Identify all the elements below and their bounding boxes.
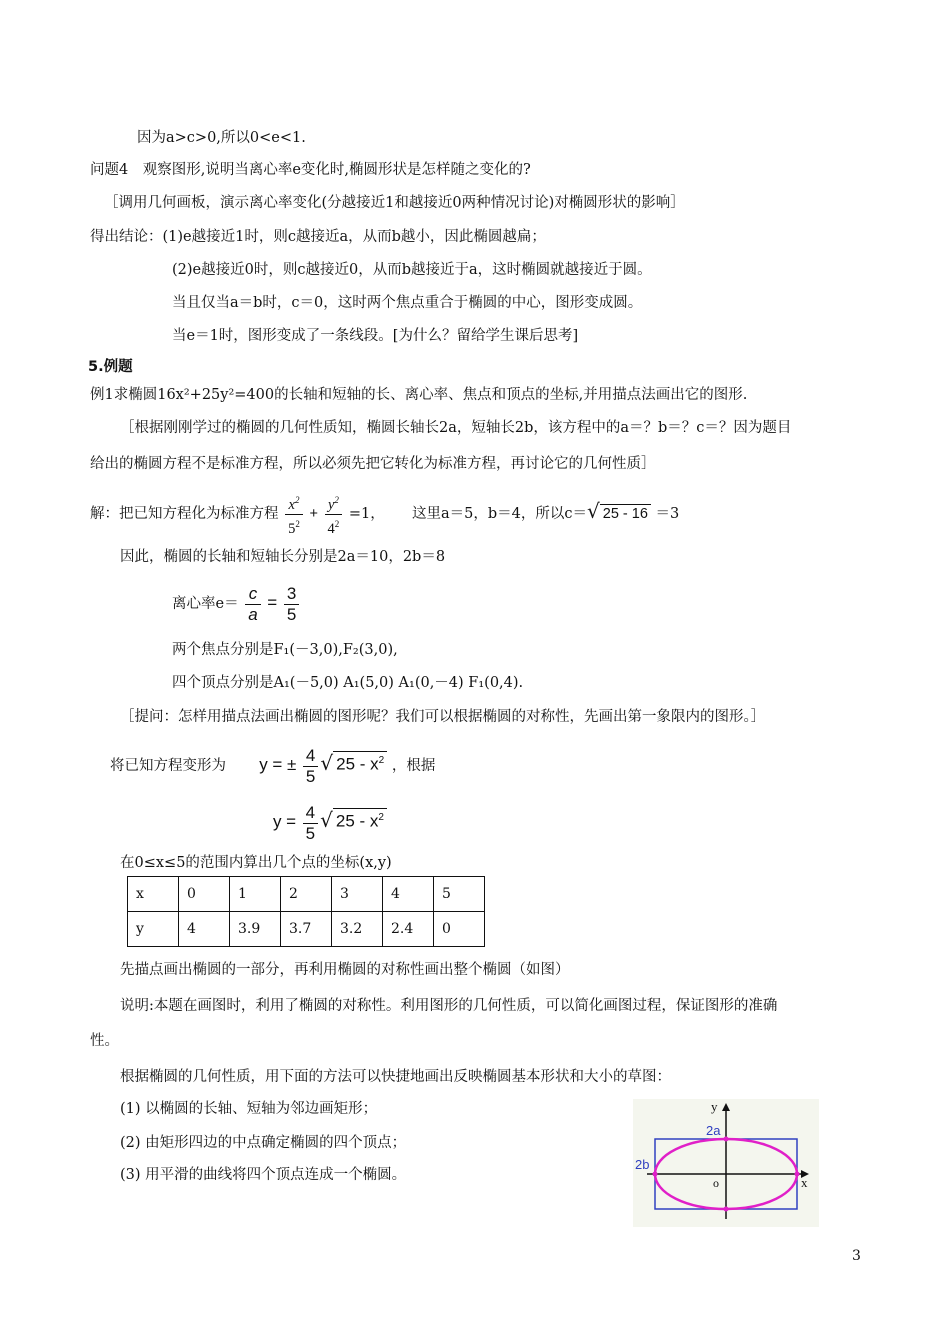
table-cell: 0 [179, 877, 230, 912]
table-cell: 2.4 [383, 912, 434, 947]
note-line: ［根据刚刚学过的椭圆的几何性质知，椭圆长轴长2a，短轴长2b，该方程中的a＝？b＝？c＝？因为题目 [120, 420, 792, 436]
fraction-x2-over-5sq: $\frac{x^2}{5^2}$ [285, 491, 303, 538]
table-cell: 3.9 [230, 912, 281, 947]
table-cell: 2 [281, 877, 332, 912]
solution-line: 解：把已知方程化为标准方程 $\frac{x^2}{5^2}$ + $\frac{y^2}{4^2}$ =1， 这里a＝5，b＝4，所以c＝√ 25 - 16 ＝3 [90, 488, 679, 534]
table-cell: 5 [434, 877, 485, 912]
y-axis-label: y [711, 1099, 718, 1114]
text-line: 当且仅当a＝b时，c＝0，这时两个焦点重合于椭圆的中心，图形变成圆。 [172, 295, 643, 311]
table-cell: 3.2 [332, 912, 383, 947]
table-cell: y [128, 912, 179, 947]
axes-lengths: 因此，椭圆的长轴和短轴长分别是2a＝10，2b＝8 [120, 549, 446, 565]
equation-tail: =1， [348, 506, 385, 522]
transform-prefix: 将已知方程变形为 [110, 758, 226, 774]
step-1: (1) 以椭圆的长轴、短轴为邻边画矩形； [120, 1101, 378, 1117]
table-row [128, 877, 485, 912]
transform-tail: ，根据 [391, 758, 436, 774]
vertex-point [724, 1207, 729, 1212]
range-line: 在0≤x≤5的范围内算出几个点的坐标(x,y) [120, 855, 392, 871]
x-axis-label: x [801, 1175, 808, 1190]
value-table [127, 876, 485, 947]
step-3: (3) 用平滑的曲线将四个顶点连成一个椭圆。 [120, 1167, 407, 1183]
ellipse-sketch-figure [633, 1099, 819, 1227]
text-line: 因为a>c>0,所以0<e<1. [137, 130, 306, 146]
text-line: ［调用几何画板，演示离心率变化(分越接近1和越接近0两种情况讨论)对椭圆形状的影响］ [104, 195, 685, 211]
sqrt-25-x2: $25 - x^2$ [333, 751, 387, 774]
foci-line: 两个焦点分别是F₁(－3,0),F₂(3,0), [172, 642, 398, 658]
vertex-point [724, 1137, 729, 1142]
question-4: 问题4 观察图形,说明当离心率e变化时,椭圆形状是怎样随之变化的? [90, 162, 531, 178]
vertices-line: 四个顶点分别是A₁(－5,0) A₁(5,0) A₁(0,－4) F₁(0,4). [172, 675, 524, 691]
sqrt-25-16: 25 - 16 [600, 504, 651, 523]
table-cell: 3.7 [281, 912, 332, 947]
solution-end: ＝3 [655, 506, 680, 522]
sqrt-body: 25 - x [336, 755, 379, 774]
sqrt-25-x2: $25 - x^2$ [333, 808, 387, 831]
fraction-4-over-5: $\frac{4}{5}$ [303, 746, 318, 787]
solution-prefix: 解：把已知方程化为标准方程 [90, 506, 279, 522]
section-heading: 5.例题 [88, 359, 133, 375]
fraction-c-over-a: $\frac{c}{a}$ [245, 584, 260, 625]
page-number: 3 [852, 1248, 861, 1264]
table-cell: x [128, 877, 179, 912]
table-cell: 4 [383, 877, 434, 912]
explain-line: 性。 [90, 1033, 119, 1049]
eccentricity-prefix: 离心率e＝ [172, 596, 239, 612]
vertex-point [795, 1172, 800, 1177]
question-prompt: ［提问：怎样用描点法画出椭圆的图形呢？我们可以根据椭圆的对称性，先画出第一象限内的图形。］ [120, 709, 766, 725]
positive-branch-line: y = $\frac{4}{5}$ √ $25 - x^2$ [273, 797, 387, 843]
note-line: 给出的椭圆方程不是标准方程，所以必须先把它转化为标准方程，再讨论它的几何性质］ [90, 456, 656, 472]
table-cell: 0 [434, 912, 485, 947]
step-2: (2) 由矩形四边的中点确定椭圆的四个顶点； [120, 1135, 407, 1151]
conclusion-2: (2)e越接近0时，则c越接近0，从而b越接近于a，这时椭圆就越接近于圆。 [172, 262, 652, 278]
sqrt-body: 25 - x [335, 812, 379, 831]
origin-label: o [713, 1176, 719, 1190]
example-1: 例1求椭圆16x²+25y²=400的长轴和短轴的长、离心率、焦点和顶点的坐标,并用描点法画出它的图形. [90, 387, 748, 403]
table-cell: 3 [332, 877, 383, 912]
transform-line: 将已知方程变形为 y = ± $\frac{4}{5}$ √ $25 - x^2$ ，根据 [110, 745, 436, 786]
fraction-3-over-5: $\frac{3}{5}$ [284, 584, 299, 625]
text-line: 当e＝1时，图形变成了一条线段。[为什么？留给学生课后思考] [172, 328, 579, 344]
label-2a: 2a [706, 1123, 721, 1138]
label-2b: 2b [635, 1157, 650, 1172]
vertex-point [653, 1172, 658, 1177]
eccentricity-line: 离心率e＝ $\frac{c}{a}$ = $\frac{3}{5}$ [172, 580, 301, 626]
conclusion-1: 得出结论：(1)e越接近1时，则c越接近a，从而b越小，因此椭圆越扁； [90, 229, 546, 245]
fraction-4-over-5: $\frac{4}{5}$ [303, 803, 318, 844]
table-row [128, 912, 485, 947]
solution-mid: 这里a＝5，b＝4，所以c＝ [412, 506, 587, 522]
quick-method-line: 根据椭圆的几何性质，用下面的方法可以快捷地画出反映椭圆基本形状和大小的草图： [120, 1069, 671, 1085]
table-cell: 4 [179, 912, 230, 947]
explain-line: 说明:本题在画图时，利用了椭圆的对称性。利用图形的几何性质，可以简化画图过程，保证图形的准确 [120, 998, 778, 1014]
draw-line: 先描点画出椭圆的一部分，再利用椭圆的对称性画出整个椭圆（如图） [120, 962, 570, 978]
table-cell: 1 [230, 877, 281, 912]
fraction-y2-over-4sq: $\frac{y^2}{4^2}$ [325, 491, 343, 538]
